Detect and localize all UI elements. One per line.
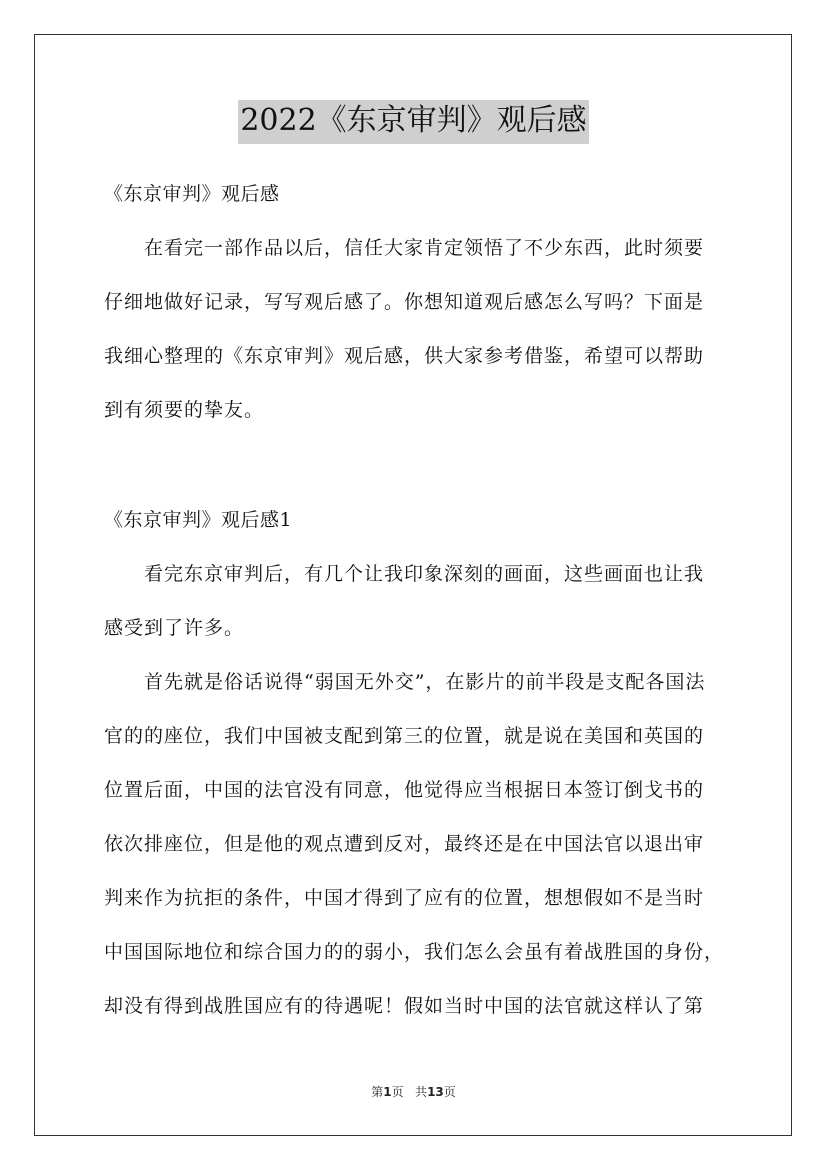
intro-line-2: 仔细地做好记录，写写观后感了。你想知道观后感怎么写吗？下面是 <box>104 291 705 313</box>
section-heading-1: 《东京审判》观后感1 <box>104 509 293 531</box>
total-pages: 13 <box>427 1085 444 1099</box>
intro-heading: 《东京审判》观后感 <box>104 183 280 205</box>
p2-line-7: 却没有得到战胜国应有的待遇呢！假如当时中国的法官就这样认了第 <box>104 995 705 1017</box>
p2-line-1: 首先就是俗话说得“弱国无外交”，在影片的前半段是支配各国法 <box>144 671 706 693</box>
p1-line-1: 看完东京审判后，有几个让我印象深刻的画面，这些画面也让我 <box>144 563 705 585</box>
page-footer <box>0 1083 827 1100</box>
intro-line-1: 在看完一部作品以后，信任大家肯定领悟了不少东西，此时须要 <box>144 237 705 259</box>
p2-line-5: 判来作为抗拒的条件，中国才得到了应有的位置，想想假如不是当时 <box>104 887 705 909</box>
page-label-prefix: 第 <box>371 1085 384 1099</box>
title-wrap <box>0 100 827 144</box>
intro-line-3: 我细心整理的《东京审判》观后感，供大家参考借鉴，希望可以帮助 <box>104 345 705 367</box>
intro-line-4: 到有须要的挚友。 <box>104 399 265 421</box>
page-label-suffix: 页 <box>391 1085 404 1099</box>
p1-line-2: 感受到了许多。 <box>104 617 245 639</box>
p2-line-4: 依次排座位，但是他的观点遭到反对，最终还是在中国法官以退出审 <box>104 833 705 855</box>
page-number: 1 <box>383 1085 392 1099</box>
total-prefix: 共 <box>415 1085 428 1099</box>
p2-line-6: 中国国际地位和综合国力的的弱小，我们怎么会虽有着战胜国的身份， <box>104 941 725 963</box>
p2-line-3: 位置后面，中国的法官没有同意，他觉得应当根据日本签订倒戈书的 <box>104 779 705 801</box>
p2-line-2: 官的的座位，我们中国被支配到第三的位置，就是说在美国和英国的 <box>104 725 705 747</box>
total-suffix: 页 <box>443 1085 456 1099</box>
document-title: 2022《东京审判》观后感 <box>238 100 588 144</box>
